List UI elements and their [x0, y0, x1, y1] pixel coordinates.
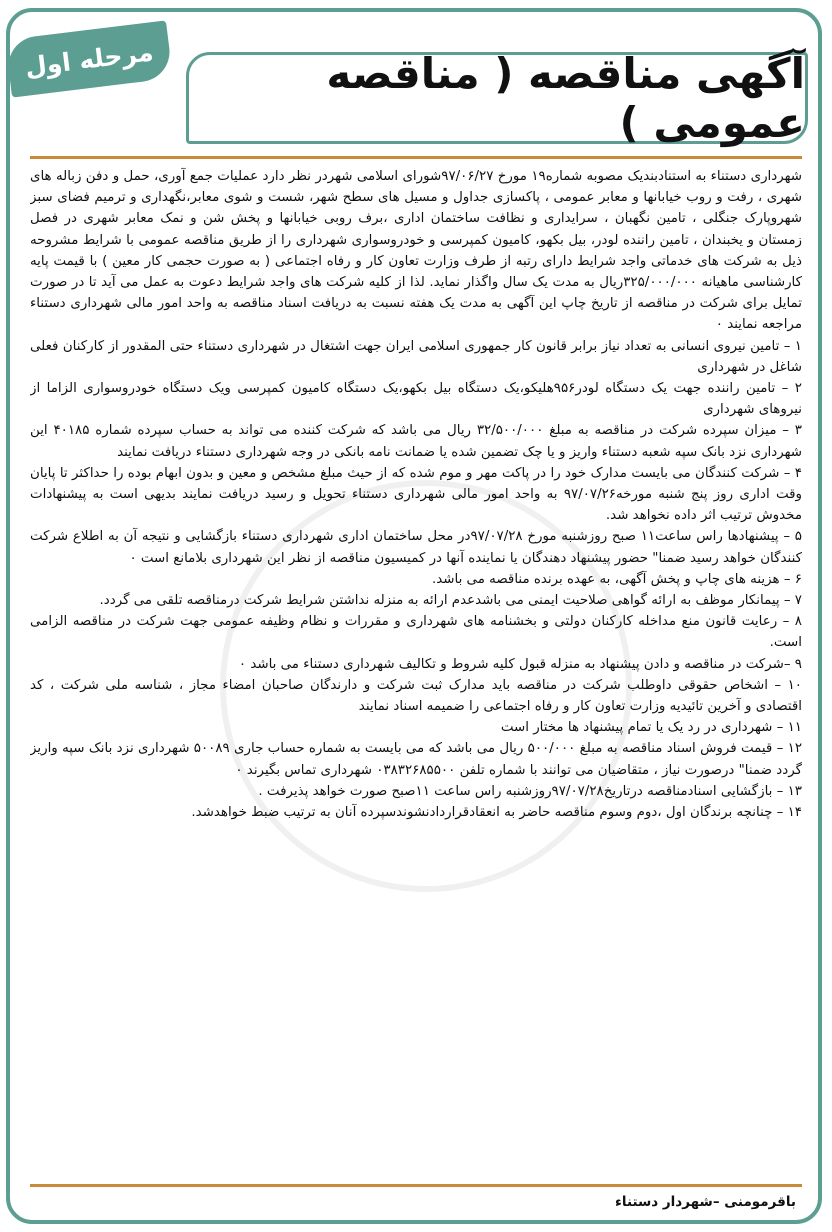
intro-paragraph: شهرداری دستناء به استنادبندیک مصوبه شماره۱۹ مورخ ۹۷/۰۶/۲۷شورای اسلامی شهردر نظر دارد عملیات جمع آوری، حمل و دفن زباله های شهری ، رفت و روب خیابانها و معابر عمومی ، پاکسازی جداول و مسیل های سطح شهر، شست و شوی معابر،نگهداری و ترمیم فضای سبز شهروپارک جنگلی ، تامین نگهبان ، سرایداری و نظافت ساختمان اداری ،برف روبی خیابانها و پخش شن و نمک معابر شهری در فصل زمستان و یخبندان ، تامین راننده لودر، بیل بکهو، کامیون کمپرسی و خودروسواری شهرداری را از طریق مناقصه عمومی با شرایط مشروحه ذیل به شرکت های خدماتی واجد شرایط دارای رتبه از طرف وزارت تعاون کار و رفاه اجتماعی ( به صورت حجمی کار معین ) با قیمت پایه کارشناسی ماهیانه ۳۲۵/۰۰۰/۰۰۰ریال به مدت یک سال واگذار نماید. لذا از کلیه شرکت های واجد شرایط دعوت به عمل می آید تا در صورت تمایل برای شرکت در مناقصه از تاریخ چاپ این آگهی به مدت یک هفته نسبت به دریافت اسناد مناقصه به واحد امور مالی شهرداری دستناء مراجعه نمایند ۰	[30, 169, 802, 333]
condition-item: ۱۳ – بازگشایی اسنادمناقصه درتاریخ۹۷/۰۷/۲۸روزشنبه راس ساعت ۱۱صبح صورت خواهد پذیرفت .	[258, 783, 802, 799]
bottom-divider	[30, 1184, 802, 1187]
condition-item: ۸ – رعایت قانون منع مداخله کارکنان دولتی و بخشنامه های شهرداری و مقررات و نظام وظیفه عمومی جهت شرکت در مناقصه الزامی است.	[30, 614, 802, 651]
conditions-list	[30, 336, 802, 824]
title-box	[186, 49, 808, 147]
condition-item: ۱۴ – چنانچه برندگان اول ،دوم وسوم مناقصه حاضر به انعقادقراردادنشوندسپرده آنان به ترتیب ضبط خواهدشد.	[191, 805, 802, 821]
signature: باقرمومنی –شهردار دستناء	[615, 1194, 796, 1210]
condition-item: ۴ – شرکت کنندگان می بایست مدارک خود را در پاکت مهر و موم شده که از حیث مبلغ مشخص و معین و بدون ابهام بوده را حداکثر تا پایان وقت اداری روز پنج شنبه مورخه۹۷/۰۷/۲۶ به واحد امور مالی شهرداری دستناء تحویل و رسید دریافت نمایند بدیهی است به پیشنهادات مخدوش ترتیب اثر داده نخواهد شد.	[30, 465, 802, 524]
condition-item: ۶ – هزینه های چاپ و پخش آگهی، به عهده برنده مناقصه می باشد.	[431, 571, 802, 587]
condition-item: ۱۱ – شهرداری در رد یک یا تمام پیشنهاد ها مختار است	[500, 720, 802, 736]
stage-badge-label: مرحله اول	[23, 36, 155, 82]
announcement-body	[30, 166, 802, 1176]
condition-item: ۲ – تامین راننده جهت یک دستگاه لودر۹۵۶هلیکو،یک دستگاه بیل بکهو،یک دستگاه کامیون کمپرسی ویک دستگاه خودروسواری الزاما از نیروهای شهرداری	[30, 381, 802, 418]
condition-item: ۵ – پیشنهادها راس ساعت۱۱ صبح روزشنبه مورخ ۹۷/۰۷/۲۸در محل ساختمان اداری شهرداری دستناء بازگشایی و نتیجه آن به اطلاع شرکت کنندگان خواهد رسید ضمنا" حضور پیشنهاد دهندگان یا نماینده آنها در کمیسیون مناقصه از نظر این شهرداری بلامانع است ۰	[30, 529, 802, 566]
condition-item: ۷ – پیمانکار موظف به ارائه گواهی صلاحیت ایمنی می باشدعدم ارائه به منزله نداشتن شرایط شرکت درمناقصه تلقی می گردد.	[99, 593, 802, 609]
condition-item: ۱۲ – قیمت فروش اسناد مناقصه به مبلغ ۵۰۰/۰۰۰ ریال می باشد که می بایست به شماره حساب جاری ۵۰۰۸۹ شهرداری نزد بانک سپه واریز گردد ضمنا" درصورت نیاز ، متقاضیان می توانند با شماره تلفن ۰۳۸۳۲۶۸۵۵۰۰ شهرداری تماس بگیرند ۰	[30, 741, 802, 778]
condition-item: ۳ – میزان سپرده شرکت در مناقصه به مبلغ ۳۲/۵۰۰/۰۰۰ ریال می باشد که شرکت کننده می تواند به حساب سپرده شماره ۴۰۱۸۵ این شهرداری نزد بانک سپه شعبه دستناء واریز و یا چک تضمین شده یا ضمانت نامه بانکی در وجه شهرداری دستناء دریافت نمایند	[30, 423, 802, 460]
condition-item: ۱ – تامین نیروی انسانی به تعداد نیاز برابر قانون کار جمهوری اسلامی ایران جهت اشتغال در شهرداری دستناء حتی المقدور از کارکنان فعلی شاغل در شهرداری	[30, 338, 802, 375]
condition-item: ۹ –شرکت در مناقصه و دادن پیشنهاد به منزله قبول کلیه شروط و تکالیف شهرداری دستناء می باشد ۰	[238, 656, 802, 672]
condition-item: ۱۰ – اشخاص حقوقی داوطلب شرکت در مناقصه باید مدارک ثبت شرکت و دارندگان صاحبان امضاء مجاز ، شناسه ملی شرکت ، کد اقتصادی و آخرین تائیدیه وزارت تعاون کار و رفاه اجتماعی را ضمیمه اسناد نمایند	[30, 677, 802, 715]
top-divider	[30, 156, 802, 159]
page-title: آگهی مناقصه ( مناقصه عمومی )	[326, 49, 805, 147]
